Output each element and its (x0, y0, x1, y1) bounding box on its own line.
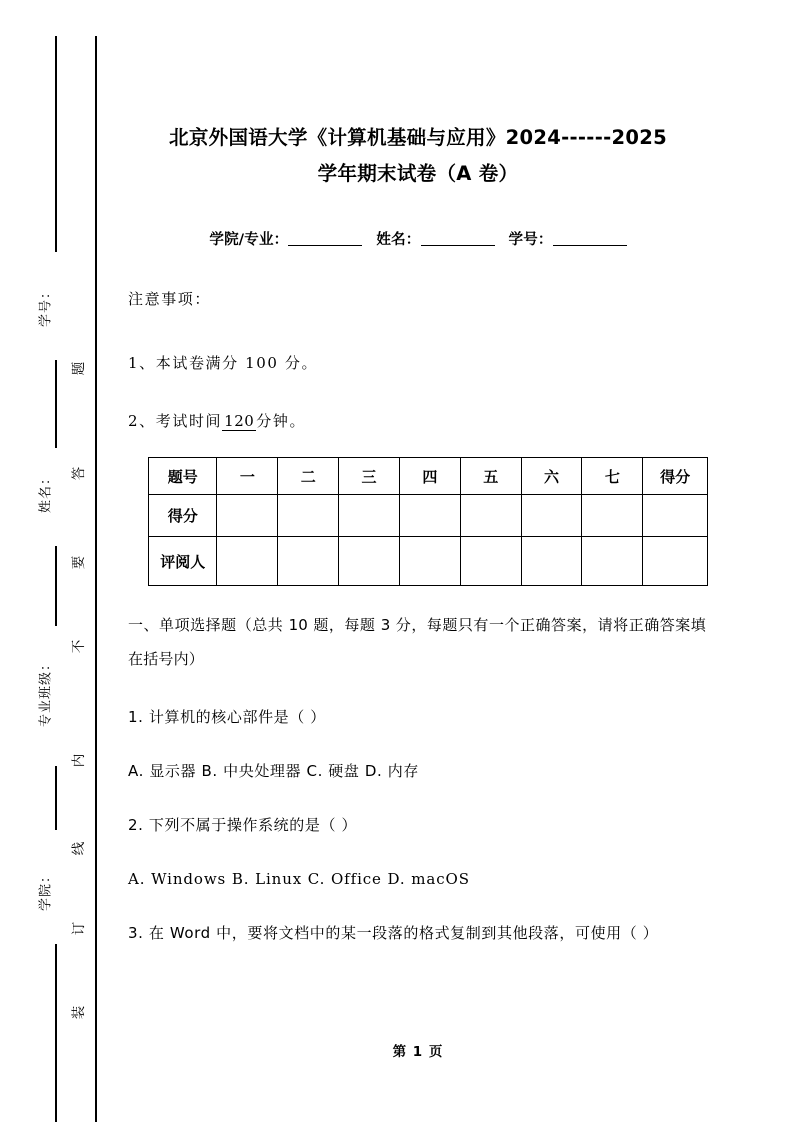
binding-char-4: 内 (71, 752, 87, 768)
score-table-header-3: 三 (339, 458, 400, 495)
score-cell[interactable] (399, 495, 460, 537)
question-1-text: 1. 计算机的核心部件是（ ） (128, 708, 326, 726)
college-major-blank[interactable] (288, 245, 362, 246)
name-blank[interactable] (421, 245, 495, 246)
score-table-header-6: 六 (521, 458, 582, 495)
binding-char-0: 题 (71, 360, 87, 376)
page-title-line1: 北京外国语大学《计算机基础与应用》2024------2025 (169, 126, 667, 149)
name-label: 姓名： (376, 232, 421, 248)
binding-line-outer-segment (55, 766, 57, 830)
question-1-options: A. 显示器 B. 中央处理器 C. 硬盘 D. 内存 (128, 762, 419, 780)
binding-char-5: 线 (71, 840, 87, 856)
question-2-options: A. Windows B. Linux C. Office D. macOS (128, 870, 470, 888)
binding-line-outer-segment (55, 944, 57, 1122)
table-row-header (149, 458, 708, 495)
binding-char-6: 订 (71, 920, 87, 936)
notice-heading: 注意事项： (128, 290, 212, 308)
document-content (128, 0, 708, 1122)
marker-cell[interactable] (217, 537, 278, 586)
table-row (149, 495, 708, 537)
score-cell[interactable] (643, 495, 708, 537)
margin-field-name: 姓名： (38, 470, 54, 514)
section-heading: 一、单项选择题（总共 10 题，每题 3 分，每题只有一个正确答案，请将正确答案填在括号内） (128, 616, 706, 668)
score-table (148, 457, 708, 586)
marker-cell[interactable] (339, 537, 400, 586)
question-2-text: 2. 下列不属于操作系统的是（ ） (128, 816, 358, 834)
page-title (128, 120, 708, 192)
margin-field-college: 学院： (38, 868, 54, 912)
identity-line (128, 228, 708, 249)
exam-duration-value: 120 (224, 412, 255, 430)
score-cell[interactable] (521, 495, 582, 537)
binding-line-outer-segment (55, 546, 57, 626)
binding-line-inner (95, 36, 97, 1122)
score-cell[interactable] (339, 495, 400, 537)
score-table-header-0: 题号 (149, 458, 217, 495)
table-row (149, 537, 708, 586)
page-footer: 第 1 页 (392, 1044, 444, 1060)
margin-field-class: 专业班级： (38, 656, 54, 728)
question-3-text: 3. 在 Word 中，要将文档中的某一段落的格式复制到其他段落，可使用（ ） (128, 924, 659, 942)
binding-line-outer-segment (55, 360, 57, 448)
margin-field-student-id: 学号： (38, 284, 54, 328)
college-major-label: 学院/专业： (209, 232, 289, 248)
notice-item-2-prefix: 2、考试时间 (128, 412, 223, 430)
score-table-header-8: 得分 (643, 458, 708, 495)
notice-item-2 (128, 410, 708, 431)
marker-row-label: 评阅人 (149, 537, 217, 586)
binding-line-outer-segment (55, 36, 57, 252)
page-title-line2: 学年期末试卷（A 卷） (317, 162, 519, 185)
marker-cell[interactable] (521, 537, 582, 586)
binding-char-3: 不 (71, 638, 87, 654)
score-table-header-1: 一 (217, 458, 278, 495)
score-cell[interactable] (278, 495, 339, 537)
marker-cell[interactable] (582, 537, 643, 586)
score-table-header-4: 四 (399, 458, 460, 495)
marker-cell[interactable] (643, 537, 708, 586)
binding-char-7: 装 (71, 1004, 87, 1020)
score-table-header-5: 五 (460, 458, 521, 495)
notice-item-1: 1、本试卷满分 100 分。 (128, 354, 319, 372)
student-id-label: 学号： (508, 232, 553, 248)
marker-cell[interactable] (278, 537, 339, 586)
binding-margin-inner-column (60, 0, 94, 1122)
student-id-blank[interactable] (553, 245, 627, 246)
score-table-header-2: 二 (278, 458, 339, 495)
score-row-label: 得分 (149, 495, 217, 537)
score-cell[interactable] (582, 495, 643, 537)
score-table-header-7: 七 (582, 458, 643, 495)
marker-cell[interactable] (460, 537, 521, 586)
binding-char-1: 答 (71, 465, 87, 481)
marker-cell[interactable] (399, 537, 460, 586)
binding-char-2: 要 (71, 554, 87, 570)
score-cell[interactable] (460, 495, 521, 537)
notice-item-2-suffix: 分钟。 (256, 412, 307, 430)
score-cell[interactable] (217, 495, 278, 537)
